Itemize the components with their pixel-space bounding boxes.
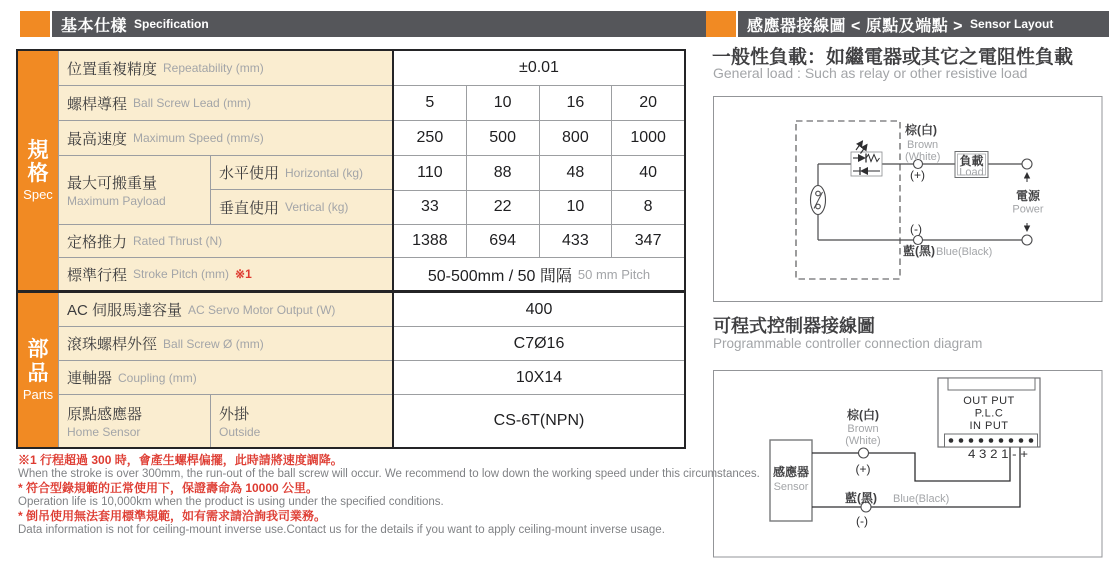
brown-wire-label-en: Brown [847, 423, 879, 435]
sensor-label-en: Sensor [773, 481, 809, 493]
brown-wire-label-zh: 棕(白) [905, 123, 937, 137]
servo-value: 400 [394, 293, 684, 327]
minus-label: (-) [910, 222, 922, 236]
footnotes [18, 453, 760, 537]
table-row-payload [59, 156, 684, 225]
sensor-header-title-en: Sensor Layout [970, 17, 1054, 31]
ballscrew-value: C7Ø16 [394, 327, 684, 361]
thrust-value: 433 [540, 225, 613, 258]
plus-label: (+) [910, 168, 925, 182]
plc-wiring-diagram [713, 370, 1103, 558]
speed-value: 500 [467, 121, 540, 156]
thrust-value: 347 [612, 225, 684, 258]
ballscrew-label: 滾珠螺桿外徑 Ball Screw Ø (mm) [59, 327, 392, 361]
repeatability-value: ±0.01 [394, 51, 684, 86]
lead-value: 5 [394, 86, 467, 121]
plc-title-en: Programmable controller connection diagram [713, 336, 983, 351]
sensor-box [770, 440, 812, 521]
power-label-en: Power [1012, 203, 1044, 216]
table-row [59, 293, 684, 327]
speed-value: 1000 [612, 121, 684, 156]
servo-label: AC 伺服馬達容量 AC Servo Motor Output (W) [59, 293, 392, 327]
sensor-label-zh: 感應器 [772, 465, 810, 479]
coupling-label: 連軸器 Coupling (mm) [59, 361, 392, 395]
plc-title-zh: 可程式控制器接線圖 [713, 316, 875, 336]
general-load-title-en: General load : Such as relay or other resistive load [713, 65, 1028, 81]
blue-wire-label-en: Blue(Black) [893, 493, 950, 505]
specification-table [16, 49, 686, 449]
payload-v-value: 33 [394, 191, 467, 226]
table-row [59, 86, 684, 121]
payload-horizontal-label: 水平使用 Horizontal (kg) [211, 156, 392, 190]
power-label-zh: 電源 [1015, 189, 1041, 203]
speed-label: 最高速度 Maximum Speed (mm/s) [59, 121, 392, 156]
load-box [955, 152, 988, 179]
payload-v-value: 10 [540, 191, 613, 226]
lead-label: 螺桿導程 Ball Screw Lead (mm) [59, 86, 392, 121]
payload-v-value: 22 [467, 191, 540, 226]
stroke-value: 50-500mm / 50 間隔 50 mm Pitch [427, 266, 651, 285]
parts-group-en: Parts [22, 386, 54, 402]
lead-value: 20 [612, 86, 684, 121]
sensor-section-header [706, 11, 1109, 37]
footnote-en: When the stroke is over 300mm, the run-out of the ball screw will occur. We recommend to low down the working speed under this circumstances. [18, 468, 760, 480]
orange-accent-square [20, 11, 50, 37]
general-load-title-zh: 一般性負載：如繼電器或其它之電阻性負載 [712, 47, 1074, 68]
lead-value: 16 [540, 86, 613, 121]
coupling-value: 10X14 [394, 361, 684, 395]
plus-node [859, 448, 869, 458]
home-sensor-value: CS-6T(NPN) [493, 412, 585, 429]
orange-accent-square [706, 11, 736, 37]
blue-wire-label-zh: 藍(黑) [903, 244, 935, 258]
spec-header-title-zh: 基本仕樣 [61, 17, 128, 35]
power-terminal-minus [1022, 235, 1032, 245]
speed-value: 250 [394, 121, 467, 156]
spec-header-bar [52, 11, 710, 37]
reed-switch-symbol [811, 186, 826, 215]
brown-wire-label-en2: (White) [845, 435, 881, 447]
footnote-zh: ※1 行程超過 300 時，會產生螺桿偏擺，此時請將速度調降。 [18, 453, 343, 467]
repeatability-label: 位置重複精度 Repeatability (mm) [59, 51, 392, 86]
general-load-wiring-diagram [713, 96, 1103, 302]
footnote-en: Data information is not for ceiling-mount inverse use.Contact us for the details if you want to apply ceiling-mount inverse usage. [18, 524, 665, 536]
parts-group-zh: 部品 [27, 338, 49, 385]
stroke-footnote-marker: ※1 [235, 267, 252, 281]
table-row [59, 51, 684, 86]
spec-header-title-en: Specification [134, 17, 209, 31]
blue-wire-label-en: Blue(Black) [936, 246, 993, 258]
footnote-en: Operation life is 10,000km when the product is using under the specified conditions. [18, 496, 444, 508]
plc-box [938, 378, 1040, 461]
brown-wire-label-en: Brown [907, 139, 939, 151]
brown-wire-label-en2: (White) [905, 151, 941, 163]
footnote-zh: * 倒吊使用無法套用標準規範，如有需求請洽詢我司業務。 [18, 509, 327, 523]
table-row [59, 258, 684, 290]
payload-v-value: 8 [612, 191, 684, 226]
payload-h-value: 110 [394, 156, 467, 191]
plc-input-label: IN PUT [969, 420, 1009, 432]
home-sensor-label: 原點感應器 Home Sensor [59, 395, 211, 447]
payload-h-value: 40 [612, 156, 684, 191]
terminal-dots [949, 438, 1034, 443]
spec-group-label [18, 51, 59, 290]
spec-group-zh: 規格 [27, 138, 49, 185]
plc-name-label: P.L.C [974, 407, 1004, 420]
table-row [59, 327, 684, 361]
table-row [59, 121, 684, 156]
blue-wire-label-zh: 藍(黑) [845, 491, 877, 505]
table-row [59, 361, 684, 395]
parts-group-label [18, 293, 59, 447]
brown-wire-label-zh: 棕(白) [847, 408, 879, 422]
spec-group-en: Spec [23, 187, 53, 203]
thrust-value: 1388 [394, 225, 467, 258]
speed-value: 800 [540, 121, 613, 156]
load-label-en: Load [959, 166, 984, 179]
payload-label: 最大可搬重量 Maximum Payload [59, 156, 211, 225]
footnote-zh: * 符合型錄規範的正常使用下，保證壽命為 10000 公里。 [18, 481, 319, 495]
table-row [59, 225, 684, 258]
sensor-header-title-zh: 感應器接線圖 < 原點及端點 > [747, 17, 964, 35]
lead-value: 10 [467, 86, 540, 121]
sensor-header-bar [738, 11, 1109, 37]
stroke-label: 標準行程 Stroke Pitch (mm) ※1 [59, 258, 392, 290]
thrust-value: 694 [467, 225, 540, 258]
home-sensor-outside-label: 外掛 Outside [211, 395, 392, 447]
plus-label: (+) [855, 462, 871, 476]
table-row [59, 395, 684, 447]
payload-h-value: 88 [467, 156, 540, 191]
terminal-numbers: 4 3 2 1 - + [968, 449, 1029, 461]
load-label-zh: 負載 [959, 154, 984, 168]
spec-section-header [20, 11, 710, 37]
payload-h-value: 48 [540, 156, 613, 191]
power-terminal-plus [1022, 159, 1032, 169]
minus-label: (-) [856, 514, 868, 528]
section-divider [18, 290, 684, 293]
thrust-label: 定格推力 Rated Thrust (N) [59, 225, 392, 258]
plc-output-label: OUT PUT [963, 395, 1015, 407]
payload-vertical-label: 垂直使用 Vertical (kg) [211, 190, 392, 225]
